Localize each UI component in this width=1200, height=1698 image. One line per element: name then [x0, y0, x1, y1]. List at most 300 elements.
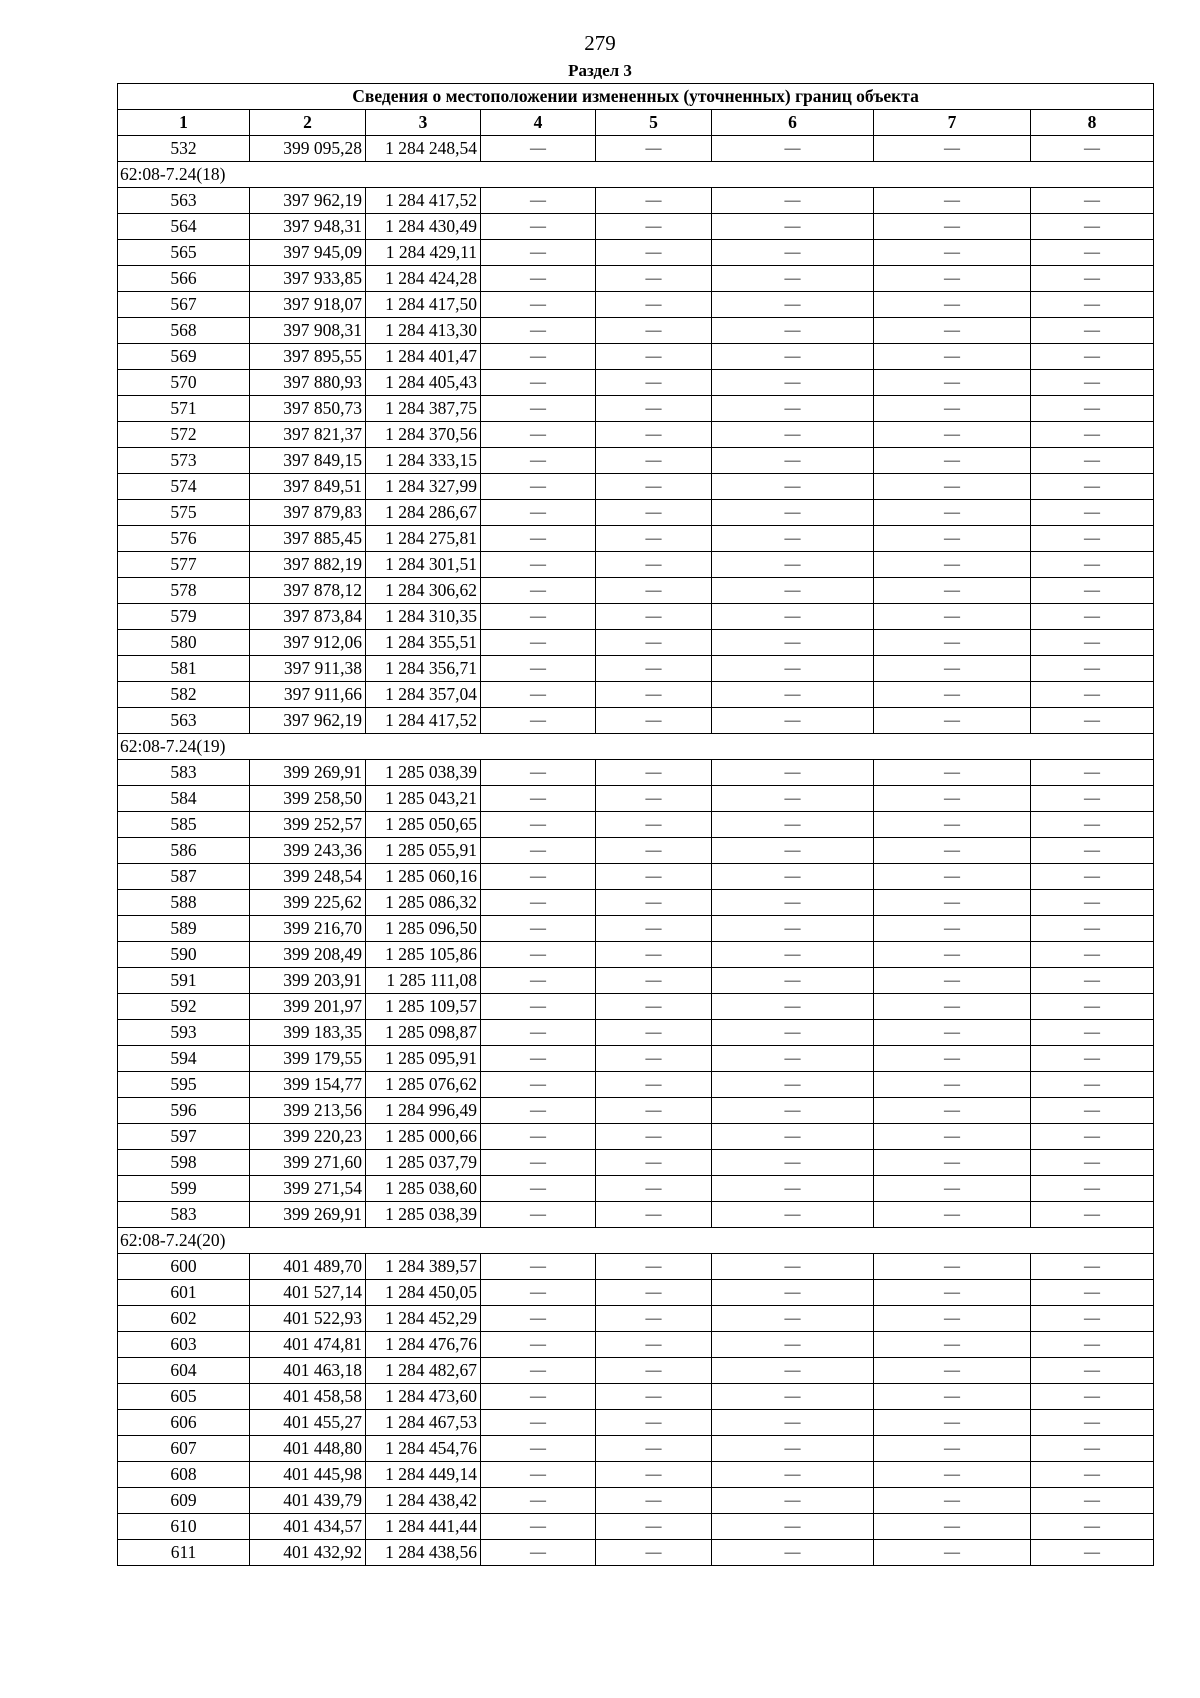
coord-y-cell: 1 284 449,14 — [366, 1462, 481, 1488]
empty-dash-cell: — — [1031, 1514, 1154, 1540]
empty-dash-cell: — — [874, 240, 1031, 266]
coord-y-cell: 1 284 370,56 — [366, 422, 481, 448]
empty-dash-cell: — — [481, 838, 596, 864]
empty-dash-cell: — — [596, 1020, 712, 1046]
empty-dash-cell: — — [1031, 1488, 1154, 1514]
coord-y-cell: 1 284 387,75 — [366, 396, 481, 422]
point-number-cell: 611 — [118, 1540, 250, 1566]
empty-dash-cell: — — [712, 318, 874, 344]
point-number-cell: 591 — [118, 968, 250, 994]
coord-x-cell: 399 243,36 — [250, 838, 366, 864]
coord-y-cell: 1 284 413,30 — [366, 318, 481, 344]
empty-dash-cell: — — [1031, 188, 1154, 214]
empty-dash-cell: — — [1031, 604, 1154, 630]
empty-dash-cell: — — [874, 916, 1031, 942]
empty-dash-cell: — — [874, 422, 1031, 448]
empty-dash-cell: — — [874, 292, 1031, 318]
table-row — [118, 682, 1154, 708]
point-number-cell: 577 — [118, 552, 250, 578]
table-row — [118, 1384, 1154, 1410]
empty-dash-cell: — — [712, 1410, 874, 1436]
empty-dash-cell: — — [596, 266, 712, 292]
empty-dash-cell: — — [874, 786, 1031, 812]
empty-dash-cell: — — [481, 1020, 596, 1046]
empty-dash-cell: — — [874, 994, 1031, 1020]
coord-x-cell: 399 252,57 — [250, 812, 366, 838]
table-row — [118, 318, 1154, 344]
empty-dash-cell: — — [712, 214, 874, 240]
coord-y-cell: 1 284 327,99 — [366, 474, 481, 500]
point-number-cell: 532 — [118, 136, 250, 162]
empty-dash-cell: — — [596, 422, 712, 448]
column-header-5: 5 — [596, 110, 712, 136]
point-number-cell: 581 — [118, 656, 250, 682]
column-header-4: 4 — [481, 110, 596, 136]
empty-dash-cell: — — [1031, 370, 1154, 396]
empty-dash-cell: — — [481, 1150, 596, 1176]
empty-dash-cell: — — [481, 344, 596, 370]
coord-y-cell: 1 284 996,49 — [366, 1098, 481, 1124]
point-number-cell: 597 — [118, 1124, 250, 1150]
empty-dash-cell: — — [712, 474, 874, 500]
empty-dash-cell: — — [596, 1306, 712, 1332]
coord-x-cell: 399 258,50 — [250, 786, 366, 812]
table-row — [118, 1488, 1154, 1514]
table-row — [118, 1436, 1154, 1462]
empty-dash-cell: — — [712, 1254, 874, 1280]
empty-dash-cell: — — [596, 136, 712, 162]
coord-y-cell: 1 285 111,08 — [366, 968, 481, 994]
coord-y-cell: 1 284 405,43 — [366, 370, 481, 396]
empty-dash-cell: — — [1031, 422, 1154, 448]
empty-dash-cell: — — [874, 1488, 1031, 1514]
empty-dash-cell: — — [1031, 968, 1154, 994]
coord-x-cell: 397 911,66 — [250, 682, 366, 708]
coord-x-cell: 399 183,35 — [250, 1020, 366, 1046]
coord-y-cell: 1 284 417,50 — [366, 292, 481, 318]
empty-dash-cell: — — [481, 396, 596, 422]
empty-dash-cell: — — [1031, 1072, 1154, 1098]
empty-dash-cell: — — [712, 604, 874, 630]
empty-dash-cell: — — [712, 1124, 874, 1150]
empty-dash-cell: — — [712, 552, 874, 578]
empty-dash-cell: — — [596, 1046, 712, 1072]
table-row — [118, 1046, 1154, 1072]
empty-dash-cell: — — [712, 1280, 874, 1306]
coord-x-cell: 397 895,55 — [250, 344, 366, 370]
empty-dash-cell: — — [874, 1358, 1031, 1384]
empty-dash-cell: — — [712, 760, 874, 786]
empty-dash-cell: — — [712, 240, 874, 266]
point-number-cell: 596 — [118, 1098, 250, 1124]
empty-dash-cell: — — [481, 266, 596, 292]
coord-y-cell: 1 284 275,81 — [366, 526, 481, 552]
coord-y-cell: 1 284 301,51 — [366, 552, 481, 578]
table-row — [118, 1202, 1154, 1228]
empty-dash-cell: — — [596, 812, 712, 838]
empty-dash-cell: — — [712, 1098, 874, 1124]
empty-dash-cell: — — [481, 500, 596, 526]
empty-dash-cell: — — [1031, 318, 1154, 344]
empty-dash-cell: — — [481, 916, 596, 942]
empty-dash-cell: — — [712, 656, 874, 682]
empty-dash-cell: — — [1031, 1124, 1154, 1150]
section-heading: Раздел 3 — [568, 61, 632, 80]
empty-dash-cell: — — [481, 1436, 596, 1462]
empty-dash-cell: — — [481, 422, 596, 448]
empty-dash-cell: — — [596, 344, 712, 370]
table-row — [118, 1150, 1154, 1176]
empty-dash-cell: — — [596, 1332, 712, 1358]
empty-dash-cell: — — [712, 1436, 874, 1462]
point-number-cell: 576 — [118, 526, 250, 552]
empty-dash-cell: — — [596, 1176, 712, 1202]
empty-dash-cell: — — [712, 1540, 874, 1566]
coord-y-cell: 1 284 467,53 — [366, 1410, 481, 1436]
coord-y-cell: 1 285 095,91 — [366, 1046, 481, 1072]
coord-x-cell: 401 463,18 — [250, 1358, 366, 1384]
empty-dash-cell: — — [596, 240, 712, 266]
empty-dash-cell: — — [874, 604, 1031, 630]
empty-dash-cell: — — [481, 786, 596, 812]
empty-dash-cell: — — [596, 1202, 712, 1228]
empty-dash-cell: — — [712, 890, 874, 916]
coord-x-cell: 397 882,19 — [250, 552, 366, 578]
empty-dash-cell: — — [874, 474, 1031, 500]
empty-dash-cell: — — [712, 344, 874, 370]
coord-x-cell: 399 213,56 — [250, 1098, 366, 1124]
empty-dash-cell: — — [596, 708, 712, 734]
empty-dash-cell: — — [712, 968, 874, 994]
empty-dash-cell: — — [1031, 656, 1154, 682]
table-row — [118, 1254, 1154, 1280]
point-number-cell: 589 — [118, 916, 250, 942]
table-row — [118, 630, 1154, 656]
table-row — [118, 266, 1154, 292]
empty-dash-cell: — — [481, 552, 596, 578]
empty-dash-cell: — — [712, 1462, 874, 1488]
empty-dash-cell: — — [874, 1384, 1031, 1410]
table-row — [118, 474, 1154, 500]
point-number-cell: 569 — [118, 344, 250, 370]
empty-dash-cell: — — [874, 890, 1031, 916]
coord-x-cell: 401 445,98 — [250, 1462, 366, 1488]
coord-x-cell: 399 248,54 — [250, 864, 366, 890]
empty-dash-cell: — — [712, 994, 874, 1020]
empty-dash-cell: — — [712, 292, 874, 318]
empty-dash-cell: — — [1031, 344, 1154, 370]
coord-y-cell: 1 285 000,66 — [366, 1124, 481, 1150]
empty-dash-cell: — — [596, 1150, 712, 1176]
empty-dash-cell: — — [712, 422, 874, 448]
table-row — [118, 968, 1154, 994]
coord-x-cell: 397 880,93 — [250, 370, 366, 396]
empty-dash-cell: — — [712, 812, 874, 838]
coord-x-cell: 397 948,31 — [250, 214, 366, 240]
empty-dash-cell: — — [1031, 500, 1154, 526]
empty-dash-cell: — — [874, 448, 1031, 474]
coord-y-cell: 1 284 424,28 — [366, 266, 481, 292]
empty-dash-cell: — — [1031, 786, 1154, 812]
empty-dash-cell: — — [1031, 1384, 1154, 1410]
empty-dash-cell: — — [874, 1410, 1031, 1436]
empty-dash-cell: — — [874, 526, 1031, 552]
empty-dash-cell: — — [1031, 552, 1154, 578]
table-row — [118, 838, 1154, 864]
empty-dash-cell: — — [874, 214, 1031, 240]
empty-dash-cell: — — [596, 500, 712, 526]
empty-dash-cell: — — [1031, 1202, 1154, 1228]
empty-dash-cell: — — [874, 760, 1031, 786]
empty-dash-cell: — — [712, 1384, 874, 1410]
empty-dash-cell: — — [1031, 1150, 1154, 1176]
coord-y-cell: 1 284 430,49 — [366, 214, 481, 240]
empty-dash-cell: — — [481, 1098, 596, 1124]
empty-dash-cell: — — [596, 1358, 712, 1384]
point-number-cell: 609 — [118, 1488, 250, 1514]
coord-y-cell: 1 285 055,91 — [366, 838, 481, 864]
empty-dash-cell: — — [712, 370, 874, 396]
empty-dash-cell: — — [481, 188, 596, 214]
table-row — [118, 1540, 1154, 1566]
empty-dash-cell: — — [596, 890, 712, 916]
empty-dash-cell: — — [1031, 448, 1154, 474]
coord-y-cell: 1 285 038,39 — [366, 1202, 481, 1228]
empty-dash-cell: — — [596, 526, 712, 552]
table-row — [118, 1124, 1154, 1150]
table-row — [118, 396, 1154, 422]
empty-dash-cell: — — [874, 708, 1031, 734]
column-header-2: 2 — [250, 110, 366, 136]
empty-dash-cell: — — [1031, 890, 1154, 916]
coord-y-cell: 1 284 286,67 — [366, 500, 481, 526]
empty-dash-cell: — — [481, 1540, 596, 1566]
empty-dash-cell: — — [712, 708, 874, 734]
empty-dash-cell: — — [1031, 266, 1154, 292]
empty-dash-cell: — — [874, 318, 1031, 344]
table-row — [118, 214, 1154, 240]
coord-x-cell: 397 821,37 — [250, 422, 366, 448]
empty-dash-cell: — — [874, 1280, 1031, 1306]
empty-dash-cell: — — [874, 656, 1031, 682]
table-row — [118, 942, 1154, 968]
table-row — [118, 448, 1154, 474]
point-number-cell: 571 — [118, 396, 250, 422]
empty-dash-cell: — — [1031, 474, 1154, 500]
empty-dash-cell: — — [874, 942, 1031, 968]
point-number-cell: 586 — [118, 838, 250, 864]
coord-x-cell: 399 095,28 — [250, 136, 366, 162]
empty-dash-cell: — — [874, 1436, 1031, 1462]
table-row — [118, 422, 1154, 448]
coord-y-cell: 1 284 452,29 — [366, 1306, 481, 1332]
coord-y-cell: 1 285 109,57 — [366, 994, 481, 1020]
point-number-cell: 599 — [118, 1176, 250, 1202]
table-row — [118, 1410, 1154, 1436]
coord-x-cell: 399 225,62 — [250, 890, 366, 916]
empty-dash-cell: — — [874, 1098, 1031, 1124]
point-number-cell: 608 — [118, 1462, 250, 1488]
table-row — [118, 812, 1154, 838]
empty-dash-cell: — — [596, 760, 712, 786]
coord-y-cell: 1 284 310,35 — [366, 604, 481, 630]
coord-y-cell: 1 284 438,42 — [366, 1488, 481, 1514]
empty-dash-cell: — — [596, 396, 712, 422]
column-header-8: 8 — [1031, 110, 1154, 136]
point-number-cell: 574 — [118, 474, 250, 500]
empty-dash-cell: — — [1031, 1462, 1154, 1488]
empty-dash-cell: — — [596, 1488, 712, 1514]
group-row — [118, 1228, 1154, 1254]
point-number-cell: 593 — [118, 1020, 250, 1046]
coord-y-cell: 1 285 043,21 — [366, 786, 481, 812]
coord-x-cell: 399 154,77 — [250, 1072, 366, 1098]
table-row — [118, 526, 1154, 552]
coord-y-cell: 1 284 429,11 — [366, 240, 481, 266]
cadastral-group-label: 62:08-7.24(19) — [118, 734, 1154, 760]
coord-x-cell: 397 849,51 — [250, 474, 366, 500]
coord-x-cell: 397 911,38 — [250, 656, 366, 682]
empty-dash-cell: — — [712, 1306, 874, 1332]
coord-y-cell: 1 284 356,71 — [366, 656, 481, 682]
empty-dash-cell: — — [1031, 1098, 1154, 1124]
point-number-cell: 563 — [118, 188, 250, 214]
empty-dash-cell: — — [481, 1046, 596, 1072]
coord-x-cell: 401 439,79 — [250, 1488, 366, 1514]
empty-dash-cell: — — [874, 1020, 1031, 1046]
table-body — [118, 84, 1154, 1566]
empty-dash-cell: — — [596, 1280, 712, 1306]
empty-dash-cell: — — [481, 578, 596, 604]
coord-x-cell: 397 962,19 — [250, 188, 366, 214]
empty-dash-cell: — — [1031, 812, 1154, 838]
empty-dash-cell: — — [481, 1384, 596, 1410]
column-header-3: 3 — [366, 110, 481, 136]
coord-x-cell: 397 945,09 — [250, 240, 366, 266]
coord-x-cell: 401 448,80 — [250, 1436, 366, 1462]
empty-dash-cell: — — [481, 604, 596, 630]
coord-y-cell: 1 285 096,50 — [366, 916, 481, 942]
empty-dash-cell: — — [712, 1020, 874, 1046]
empty-dash-cell: — — [712, 1332, 874, 1358]
point-number-cell: 568 — [118, 318, 250, 344]
coord-x-cell: 399 271,60 — [250, 1150, 366, 1176]
point-number-cell: 595 — [118, 1072, 250, 1098]
coord-x-cell: 397 918,07 — [250, 292, 366, 318]
empty-dash-cell: — — [1031, 1280, 1154, 1306]
empty-dash-cell: — — [481, 370, 596, 396]
empty-dash-cell: — — [481, 1332, 596, 1358]
point-number-cell: 587 — [118, 864, 250, 890]
empty-dash-cell: — — [1031, 1254, 1154, 1280]
empty-dash-cell: — — [481, 1202, 596, 1228]
empty-dash-cell: — — [481, 1306, 596, 1332]
empty-dash-cell: — — [874, 1176, 1031, 1202]
empty-dash-cell: — — [596, 1462, 712, 1488]
empty-dash-cell: — — [481, 890, 596, 916]
empty-dash-cell: — — [481, 292, 596, 318]
empty-dash-cell: — — [712, 1514, 874, 1540]
empty-dash-cell: — — [712, 526, 874, 552]
point-number-cell: 606 — [118, 1410, 250, 1436]
empty-dash-cell: — — [712, 630, 874, 656]
point-number-cell: 604 — [118, 1358, 250, 1384]
coord-x-cell: 397 873,84 — [250, 604, 366, 630]
coord-x-cell: 397 933,85 — [250, 266, 366, 292]
empty-dash-cell: — — [481, 474, 596, 500]
empty-dash-cell: — — [596, 1072, 712, 1098]
point-number-cell: 580 — [118, 630, 250, 656]
table-row — [118, 1072, 1154, 1098]
point-number-cell: 584 — [118, 786, 250, 812]
empty-dash-cell: — — [874, 1514, 1031, 1540]
empty-dash-cell: — — [481, 812, 596, 838]
coord-y-cell: 1 284 438,56 — [366, 1540, 481, 1566]
empty-dash-cell: — — [712, 864, 874, 890]
empty-dash-cell: — — [712, 1488, 874, 1514]
table-row — [118, 1462, 1154, 1488]
empty-dash-cell: — — [596, 578, 712, 604]
point-number-cell: 600 — [118, 1254, 250, 1280]
empty-dash-cell: — — [596, 448, 712, 474]
empty-dash-cell: — — [596, 214, 712, 240]
empty-dash-cell: — — [874, 1150, 1031, 1176]
empty-dash-cell: — — [1031, 994, 1154, 1020]
table-row — [118, 1514, 1154, 1540]
coord-x-cell: 401 527,14 — [250, 1280, 366, 1306]
coord-y-cell: 1 284 389,57 — [366, 1254, 481, 1280]
empty-dash-cell: — — [874, 630, 1031, 656]
coord-x-cell: 397 912,06 — [250, 630, 366, 656]
empty-dash-cell: — — [874, 864, 1031, 890]
coord-x-cell: 401 522,93 — [250, 1306, 366, 1332]
empty-dash-cell: — — [712, 786, 874, 812]
empty-dash-cell: — — [481, 1072, 596, 1098]
empty-dash-cell: — — [596, 474, 712, 500]
empty-dash-cell: — — [481, 526, 596, 552]
empty-dash-cell: — — [596, 968, 712, 994]
empty-dash-cell: — — [874, 812, 1031, 838]
group-row — [118, 734, 1154, 760]
table-row — [118, 292, 1154, 318]
empty-dash-cell: — — [712, 500, 874, 526]
coord-x-cell: 399 271,54 — [250, 1176, 366, 1202]
cadastral-group-label: 62:08-7.24(20) — [118, 1228, 1154, 1254]
empty-dash-cell: — — [712, 838, 874, 864]
coord-y-cell: 1 284 357,04 — [366, 682, 481, 708]
coord-y-cell: 1 284 417,52 — [366, 188, 481, 214]
coord-x-cell: 399 208,49 — [250, 942, 366, 968]
coord-x-cell: 401 434,57 — [250, 1514, 366, 1540]
page-number: 279 — [584, 31, 616, 55]
table-row — [118, 1020, 1154, 1046]
empty-dash-cell: — — [1031, 1332, 1154, 1358]
empty-dash-cell: — — [1031, 630, 1154, 656]
coord-x-cell: 399 220,23 — [250, 1124, 366, 1150]
empty-dash-cell: — — [1031, 214, 1154, 240]
empty-dash-cell: — — [481, 630, 596, 656]
empty-dash-cell: — — [481, 656, 596, 682]
point-number-cell: 594 — [118, 1046, 250, 1072]
table-row — [118, 240, 1154, 266]
point-number-cell: 567 — [118, 292, 250, 318]
column-header-6: 6 — [712, 110, 874, 136]
empty-dash-cell: — — [596, 1410, 712, 1436]
empty-dash-cell: — — [712, 188, 874, 214]
empty-dash-cell: — — [1031, 708, 1154, 734]
table-row — [118, 708, 1154, 734]
point-number-cell: 582 — [118, 682, 250, 708]
